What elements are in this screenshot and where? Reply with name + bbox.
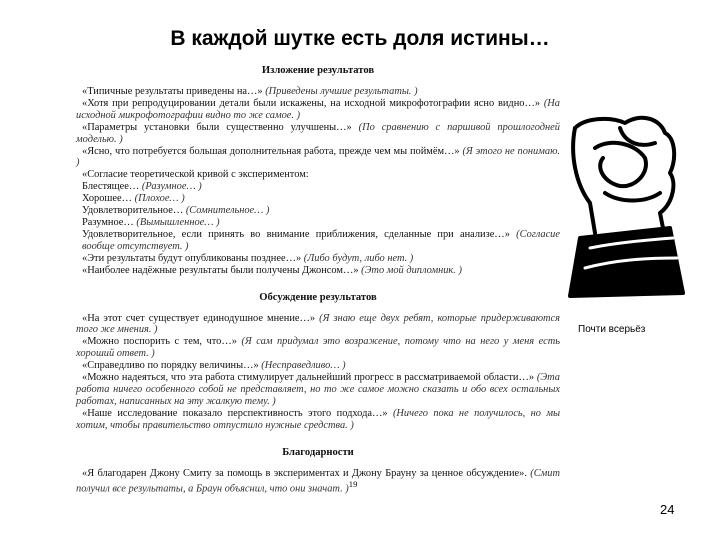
results-list bbox=[76, 86, 560, 181]
list-item bbox=[76, 205, 560, 217]
section-heading-results: Изложение результатов bbox=[261, 65, 375, 76]
quote-text: «Согласие теоретической кривой с экспериментом: bbox=[82, 169, 309, 181]
comment-text: (На исходной микрофотографии видно то же самое. ) bbox=[76, 97, 560, 121]
list-item bbox=[76, 181, 560, 193]
comment-text: (Согласие вообще отсутствует. ) bbox=[82, 228, 560, 252]
image-caption: Почти всерьёз bbox=[578, 324, 646, 335]
list-item bbox=[76, 336, 560, 360]
list-item bbox=[76, 169, 560, 181]
comment-text: (Либо будут, либо нет. ) bbox=[303, 252, 414, 264]
slide-title: В каждой шутке есть доля истины… bbox=[170, 27, 550, 50]
quote-text: Удовлетворительное, если принять во внимание приближения, сделанные при анализе…» bbox=[82, 228, 517, 240]
comment-text: (Ничего пока не получилось, но мы хотим, чтобы правительство отпустило нужные средства. ) bbox=[76, 407, 560, 431]
comment-text: (Я знаю еще двух ребят, которые придерживаются того же мнения. ) bbox=[76, 312, 560, 336]
results-list-2 bbox=[76, 253, 560, 277]
quote-text: «Наиболее надёжные результаты были получены Джонсом…» bbox=[82, 264, 362, 276]
scanned-document bbox=[76, 64, 560, 496]
quote-text: «Можно надеяться, что эта работа стимулирует дальнейший прогресс в рассматриваемой области…» bbox=[82, 372, 537, 384]
quote-text: «На этот счет существует единодушное мнение…» bbox=[82, 312, 320, 324]
quote-text: Блестящее… bbox=[82, 181, 142, 193]
comment-text: (Несправедливо… ) bbox=[261, 360, 346, 372]
list-item bbox=[76, 86, 560, 98]
list-item bbox=[76, 193, 560, 205]
quote-text: «Я благодарен Джону Смиту за помощь в экспериментах и Джону Брауну за ценное обсуждение». bbox=[82, 467, 531, 479]
quote-text: «Можно поспорить с тем, что…» bbox=[82, 336, 242, 348]
footnote-ref: 19 bbox=[348, 479, 358, 490]
fig-hand-illustration bbox=[565, 108, 690, 298]
agreement-sublist bbox=[76, 181, 560, 252]
list-item bbox=[76, 313, 560, 337]
acknowledgements-list bbox=[76, 468, 560, 496]
quote-text: Удовлетворительное… bbox=[82, 205, 186, 217]
list-item bbox=[76, 468, 560, 496]
list-item bbox=[76, 253, 560, 265]
comment-text: (Плохое… ) bbox=[134, 193, 185, 205]
comment-text: (Сомнительное… ) bbox=[185, 205, 270, 217]
quote-text: Хорошее… bbox=[82, 193, 135, 205]
comment-text: (Эта работа ничего особенного собой не представляет, но то же самое можно сказать и обо всех остальных работах, написанных на эту жалкую тему. ) bbox=[76, 372, 560, 407]
comment-text: (Вымышленное… ) bbox=[136, 216, 220, 228]
list-item bbox=[76, 229, 560, 253]
list-item bbox=[76, 360, 560, 372]
quote-text: «Хотя при репродуцировании детали были искажены, на исходной микрофотографии ясно видно…» bbox=[82, 97, 544, 109]
quote-text: «Эти результаты будут опубликованы позднее…» bbox=[82, 252, 304, 264]
page-number: 24 bbox=[660, 502, 675, 517]
comment-text: (Приведены лучшие результаты. ) bbox=[265, 86, 418, 97]
quote-text: «Справедливо по порядку величины…» bbox=[82, 360, 262, 372]
quote-text: «Наше исследование показало перспективность этого подхода…» bbox=[82, 407, 393, 419]
comment-text: (Это мой дипломник. ) bbox=[361, 264, 462, 276]
section-heading-acknowledgements: Благодарности bbox=[282, 446, 354, 458]
quote-text: «Параметры установки были существенно улучшены…» bbox=[82, 121, 359, 133]
list-item bbox=[76, 146, 560, 170]
comment-text: (Я сам придумал это возражение, потому что на него у меня есть хороший ответ. ) bbox=[76, 336, 560, 360]
discussion-list bbox=[76, 313, 560, 432]
quote-text: «Ясно, что потребуется большая дополнительная работа, прежде чем мы поймём…» bbox=[82, 145, 463, 157]
list-item bbox=[76, 98, 560, 122]
list-item bbox=[76, 372, 560, 408]
comment-text: (По сравнению с паршивой прошлогодней моделью. ) bbox=[76, 121, 560, 145]
list-item bbox=[76, 408, 560, 432]
list-item bbox=[76, 122, 560, 146]
comment-text: (Я этого не понимаю. ) bbox=[76, 145, 560, 169]
comment-text: (Смит получил все результаты, а Браун объяснил, что они значат. ) bbox=[76, 467, 560, 495]
section-heading-discussion: Обсуждение результатов bbox=[259, 291, 377, 303]
list-item bbox=[76, 265, 560, 277]
quote-text: «Типичные результаты приведены на…» bbox=[82, 86, 266, 97]
list-item bbox=[76, 217, 560, 229]
comment-text: (Разумное… ) bbox=[141, 181, 202, 193]
quote-text: Разумное… bbox=[82, 216, 137, 228]
